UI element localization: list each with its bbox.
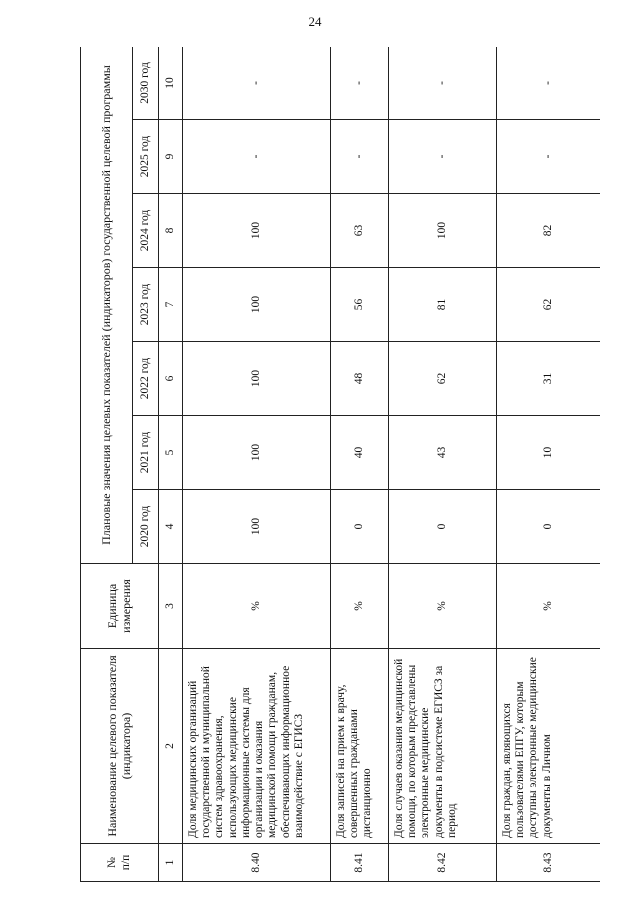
row-value: - [331, 120, 389, 194]
header-name: Наименование целевого показателя (индикатора) [81, 649, 159, 844]
column-number: 4 [159, 490, 183, 564]
row-value: 31 [497, 342, 601, 416]
row-value: 0 [497, 490, 601, 564]
row-unit: % [183, 564, 331, 649]
header-year: 2030 год [133, 47, 159, 120]
column-number: 3 [159, 564, 183, 649]
row-value: - [331, 47, 389, 120]
row-value: 56 [331, 268, 389, 342]
row-value: - [389, 120, 497, 194]
column-number: 7 [159, 268, 183, 342]
column-number: 8 [159, 194, 183, 268]
row-value: - [497, 47, 601, 120]
row-value: 81 [389, 268, 497, 342]
header-year: 2021 год [133, 416, 159, 490]
row-value: 0 [389, 490, 497, 564]
rotated-table-content [80, 47, 600, 882]
row-value: 62 [497, 268, 601, 342]
header-year: 2025 год [133, 120, 159, 194]
row-name: Доля граждан, являющихся пользователями ЕПГУ, которым доступны электронные медицинские документы в Личном [497, 649, 601, 844]
indicators-table [80, 47, 600, 882]
column-number: 2 [159, 649, 183, 844]
row-value: 100 [183, 194, 331, 268]
column-number: 5 [159, 416, 183, 490]
row-unit: % [389, 564, 497, 649]
row-num: 8.41 [331, 844, 389, 882]
table-row [331, 47, 389, 882]
row-name: Доля записей на прием к врачу, совершенных гражданами дистанционно [331, 649, 389, 844]
column-number: 6 [159, 342, 183, 416]
row-name: Доля медицинских организаций государственной и муниципальной систем здравоохранения, использующих медицинские информационные системы для организации и оказания медицинской помощи гражданам, обеспечивающих информационное взаимодействие с ЕГИСЗ [183, 649, 331, 844]
row-name: Доля случаев оказания медицинской помощи, по которым представлены электронные медицинские документы в подсистеме ЕГИСЗ за период [389, 649, 497, 844]
table-row [389, 47, 497, 882]
row-unit: % [331, 564, 389, 649]
page-number: 24 [308, 14, 322, 29]
column-number: 1 [159, 844, 183, 882]
row-value: 100 [183, 490, 331, 564]
rotated-table-wrapper [80, 47, 600, 882]
table-row [183, 47, 331, 882]
header-year: 2022 год [133, 342, 159, 416]
header-row-1 [81, 47, 133, 882]
row-value: 100 [183, 416, 331, 490]
column-number: 9 [159, 120, 183, 194]
row-value: 82 [497, 194, 601, 268]
row-value: 100 [183, 268, 331, 342]
row-value: - [497, 120, 601, 194]
column-number-row [159, 47, 183, 882]
row-unit: % [497, 564, 601, 649]
row-value: 100 [183, 342, 331, 416]
table-row [497, 47, 601, 882]
header-num: № п/п [81, 844, 159, 882]
row-value: 40 [331, 416, 389, 490]
row-value: 10 [497, 416, 601, 490]
row-value: 100 [389, 194, 497, 268]
row-value: 43 [389, 416, 497, 490]
row-value: 63 [331, 194, 389, 268]
column-number: 10 [159, 47, 183, 120]
row-value: 62 [389, 342, 497, 416]
row-num: 8.43 [497, 844, 601, 882]
row-num: 8.40 [183, 844, 331, 882]
header-year: 2023 год [133, 268, 159, 342]
row-value: 48 [331, 342, 389, 416]
header-year: 2024 год [133, 194, 159, 268]
row-value: - [389, 47, 497, 120]
header-year: 2020 год [133, 490, 159, 564]
header-unit: Единица измерения [81, 564, 159, 649]
row-value: 0 [331, 490, 389, 564]
header-plan-values: Плановые значения целевых показателей (индикаторов) государственной целевой программы [81, 47, 133, 564]
row-value: - [183, 47, 331, 120]
row-num: 8.42 [389, 844, 497, 882]
row-value: - [183, 120, 331, 194]
